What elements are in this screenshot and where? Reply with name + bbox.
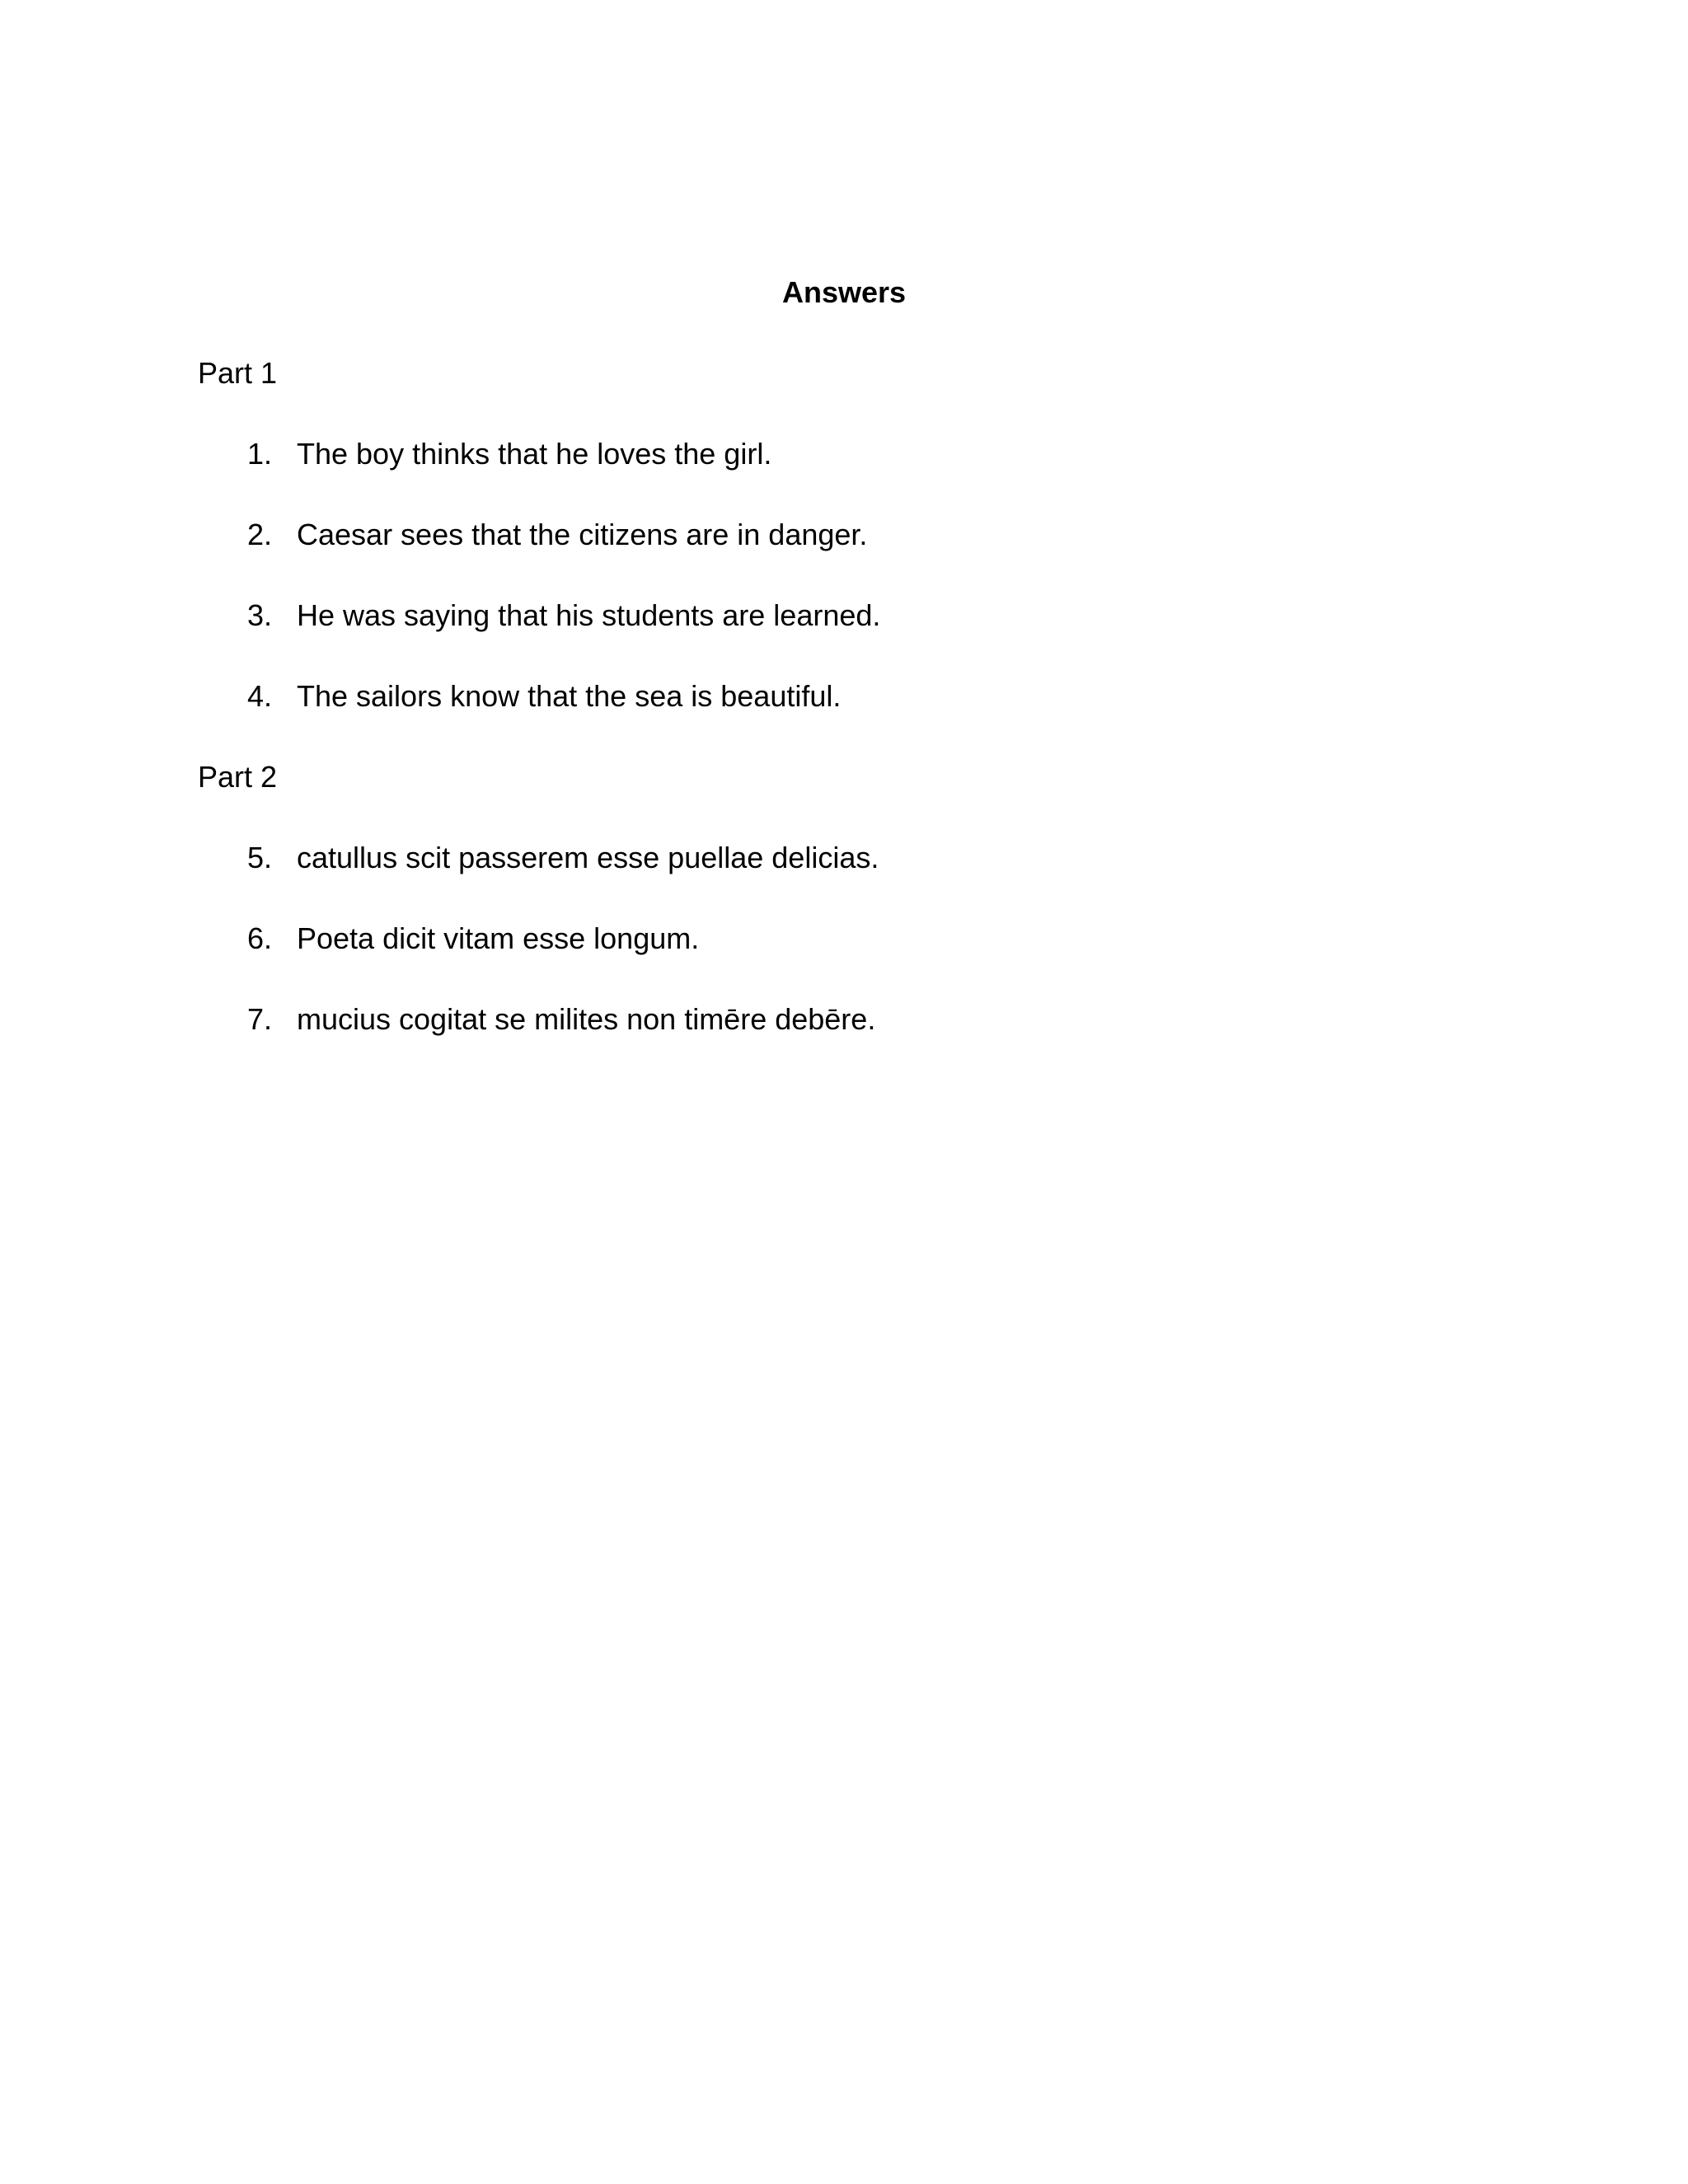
list-item-text: mucius cogitat se milites non timēre debēre. [297,1002,876,1036]
list-item-text: Poeta dicit vitam esse longum. [297,921,700,955]
list-item [247,595,880,636]
list-item-text: catullus scit passerem esse puellae delicias. [297,841,879,874]
list-item [247,514,867,555]
part-2-heading: Part 2 [198,760,278,794]
list-item [247,434,771,475]
list-item-number: 1. [247,437,273,471]
list-item-number: 3. [247,598,273,632]
list-item-number: 6. [247,921,273,955]
list-item-number: 2. [247,518,273,551]
list-item-number: 5. [247,841,273,874]
list-item-text: Caesar sees that the citizens are in danger. [297,518,868,551]
list-item-number: 7. [247,1002,273,1036]
list-item-text: The sailors know that the sea is beautiful. [297,679,842,713]
list-item [247,999,875,1040]
list-item [247,676,841,717]
list-item [247,918,699,959]
list-item-number: 4. [247,679,273,713]
list-item [247,837,879,879]
part-1-heading: Part 1 [198,356,278,390]
list-item-text: He was saying that his students are learned. [297,598,881,632]
page-title: Answers [781,275,907,309]
list-item-text: The boy thinks that he loves the girl. [297,437,772,471]
